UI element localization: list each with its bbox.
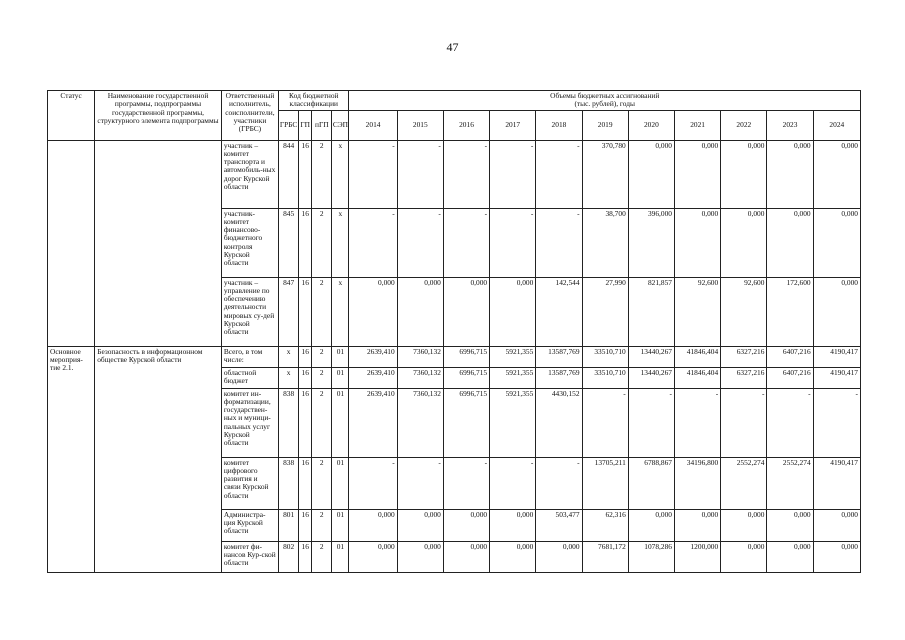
code-cell: 16 <box>299 367 312 388</box>
header-year: 2021 <box>674 110 720 140</box>
code-cell: 16 <box>299 346 312 367</box>
value-cell: 0,000 <box>721 140 767 208</box>
executor-cell: комитет цифрового развития и связи Курской области <box>221 457 278 509</box>
value-cell: 33510,710 <box>582 346 628 367</box>
value-cell: 6327,216 <box>721 367 767 388</box>
header-year: 2022 <box>721 110 767 140</box>
value-cell: 0,000 <box>813 208 860 277</box>
value-cell: 0,000 <box>767 509 813 541</box>
value-cell: 1200,000 <box>674 541 720 572</box>
value-cell: 142,544 <box>536 277 582 346</box>
value-cell: 0,000 <box>813 277 860 346</box>
code-cell: 845 <box>279 208 299 277</box>
name-cell: Безопасность в информационном обществе Курской области <box>95 346 222 572</box>
value-cell: 2639,410 <box>349 346 397 367</box>
value-cell: 0,000 <box>674 208 720 277</box>
executor-cell: участник-комитет финансово-бюджетного контроля Курской области <box>221 208 278 277</box>
value-cell: 2639,410 <box>349 388 397 457</box>
value-cell: 5921,355 <box>490 367 536 388</box>
value-cell: - <box>536 140 582 208</box>
value-cell: 7681,172 <box>582 541 628 572</box>
value-cell: 0,000 <box>443 277 489 346</box>
value-cell: - <box>490 457 536 509</box>
value-cell: 27,990 <box>582 277 628 346</box>
value-cell: 0,000 <box>349 509 397 541</box>
value-cell: 2552,274 <box>767 457 813 509</box>
value-cell: - <box>443 457 489 509</box>
code-cell: 16 <box>299 388 312 457</box>
header-year: 2023 <box>767 110 813 140</box>
header-year: 2014 <box>349 110 397 140</box>
value-cell: 0,000 <box>813 541 860 572</box>
code-cell: 01 <box>332 346 349 367</box>
executor-cell: Всего, в том числе: <box>221 346 278 367</box>
header-name: Наименование государственной программы, подпрограммы государственной программы, структурного элемента подпрограммы <box>95 91 222 141</box>
header-code-grbs: ГРБС <box>279 110 299 140</box>
value-cell: 7360,132 <box>397 346 443 367</box>
value-cell: 13587,769 <box>536 346 582 367</box>
table-row <box>48 140 861 208</box>
value-cell: - <box>628 388 674 457</box>
value-cell: 0,000 <box>490 541 536 572</box>
value-cell: 5921,355 <box>490 346 536 367</box>
value-cell: 0,000 <box>628 509 674 541</box>
executor-cell: областной бюджет <box>221 367 278 388</box>
status-cell <box>48 140 95 346</box>
value-cell: 0,000 <box>397 509 443 541</box>
header-year: 2016 <box>443 110 489 140</box>
value-cell: 821,857 <box>628 277 674 346</box>
value-cell: 34196,800 <box>674 457 720 509</box>
value-cell: 13440,267 <box>628 346 674 367</box>
value-cell: 62,316 <box>582 509 628 541</box>
header-year: 2019 <box>582 110 628 140</box>
table-row <box>48 346 861 367</box>
code-cell: 01 <box>332 541 349 572</box>
value-cell: 0,000 <box>536 541 582 572</box>
value-cell: 0,000 <box>813 509 860 541</box>
value-cell: 6788,867 <box>628 457 674 509</box>
code-cell: 2 <box>312 388 332 457</box>
value-cell: 0,000 <box>397 277 443 346</box>
value-cell: 0,000 <box>767 541 813 572</box>
executor-cell: Администра-ция Курской области <box>221 509 278 541</box>
value-cell: 41846,404 <box>674 346 720 367</box>
code-cell: 2 <box>312 208 332 277</box>
header-code-gp: ГП <box>299 110 312 140</box>
value-cell: 0,000 <box>721 541 767 572</box>
header-volumes-line1: Объемы бюджетных ассигнований <box>550 91 660 100</box>
value-cell: 4430,152 <box>536 388 582 457</box>
status-cell: Основное мероприя-тие 2.1. <box>48 346 95 572</box>
value-cell: 13440,267 <box>628 367 674 388</box>
value-cell: 370,780 <box>582 140 628 208</box>
name-cell <box>95 140 222 346</box>
value-cell: 2552,274 <box>721 457 767 509</box>
value-cell: 4190,417 <box>813 367 860 388</box>
code-cell: х <box>279 367 299 388</box>
page-number: 47 <box>446 40 459 54</box>
value-cell: - <box>721 388 767 457</box>
value-cell: 0,000 <box>674 509 720 541</box>
code-cell: х <box>332 277 349 346</box>
value-cell: 0,000 <box>349 541 397 572</box>
code-cell: 838 <box>279 388 299 457</box>
value-cell: 0,000 <box>443 509 489 541</box>
code-cell: 801 <box>279 509 299 541</box>
code-cell: 01 <box>332 367 349 388</box>
code-cell: 2 <box>312 346 332 367</box>
value-cell: 503,477 <box>536 509 582 541</box>
value-cell: 2639,410 <box>349 367 397 388</box>
header-year: 2020 <box>628 110 674 140</box>
value-cell: - <box>397 140 443 208</box>
code-cell: 847 <box>279 277 299 346</box>
value-cell: 5921,355 <box>490 388 536 457</box>
value-cell: 92,600 <box>721 277 767 346</box>
executor-cell: комитет фи-нансов Кур-ской области <box>221 541 278 572</box>
value-cell: - <box>349 208 397 277</box>
header-year: 2024 <box>813 110 860 140</box>
header-volumes-line2: (тыс. рублей), годы <box>574 99 635 109</box>
code-cell: 16 <box>299 541 312 572</box>
value-cell: 4190,417 <box>813 457 860 509</box>
code-cell: 01 <box>332 457 349 509</box>
value-cell: - <box>767 388 813 457</box>
value-cell: 0,000 <box>443 541 489 572</box>
value-cell: 0,000 <box>767 140 813 208</box>
header-year: 2017 <box>490 110 536 140</box>
header-year: 2015 <box>397 110 443 140</box>
code-cell: 2 <box>312 541 332 572</box>
value-cell: 6996,715 <box>443 346 489 367</box>
code-cell: 802 <box>279 541 299 572</box>
code-cell: 01 <box>332 388 349 457</box>
value-cell: - <box>536 208 582 277</box>
value-cell: 38,700 <box>582 208 628 277</box>
value-cell: 0,000 <box>349 277 397 346</box>
value-cell: - <box>536 457 582 509</box>
value-cell: 0,000 <box>490 509 536 541</box>
value-cell: 0,000 <box>628 140 674 208</box>
value-cell: 7360,132 <box>397 367 443 388</box>
value-cell: 1078,286 <box>628 541 674 572</box>
value-cell: 0,000 <box>767 208 813 277</box>
value-cell: 6327,216 <box>721 346 767 367</box>
value-cell: 0,000 <box>721 509 767 541</box>
header-volumes <box>349 91 861 111</box>
code-cell: 2 <box>312 367 332 388</box>
code-cell: 844 <box>279 140 299 208</box>
value-cell: - <box>397 457 443 509</box>
value-cell: 6996,715 <box>443 367 489 388</box>
value-cell: - <box>490 208 536 277</box>
code-cell: 01 <box>332 509 349 541</box>
header-code-group: Код бюджетной классификации <box>279 91 349 111</box>
header-year: 2018 <box>536 110 582 140</box>
value-cell: 41846,404 <box>674 367 720 388</box>
value-cell: 13705,211 <box>582 457 628 509</box>
value-cell: 6407,216 <box>767 346 813 367</box>
value-cell: - <box>813 388 860 457</box>
header-executor: Ответственный исполнитель, соисполнители, участники (ГРБС) <box>221 91 278 141</box>
value-cell: - <box>349 140 397 208</box>
header-code-sep: СЭП <box>332 110 349 140</box>
value-cell: - <box>674 388 720 457</box>
value-cell: 4190,417 <box>813 346 860 367</box>
value-cell: 0,000 <box>490 277 536 346</box>
value-cell: 33510,710 <box>582 367 628 388</box>
budget-table <box>47 90 861 573</box>
value-cell: 0,000 <box>397 541 443 572</box>
value-cell: 396,000 <box>628 208 674 277</box>
value-cell: 172,600 <box>767 277 813 346</box>
value-cell: 6996,715 <box>443 388 489 457</box>
value-cell: 0,000 <box>674 140 720 208</box>
value-cell: 6407,216 <box>767 367 813 388</box>
code-cell: 2 <box>312 140 332 208</box>
code-cell: 2 <box>312 457 332 509</box>
code-cell: 16 <box>299 509 312 541</box>
code-cell: х <box>332 140 349 208</box>
code-cell: 16 <box>299 140 312 208</box>
code-cell: 2 <box>312 509 332 541</box>
executor-cell: участник – управление по обеспечению деятельности мировых су-дей Курской области <box>221 277 278 346</box>
value-cell: - <box>490 140 536 208</box>
code-cell: 16 <box>299 277 312 346</box>
code-cell: х <box>279 346 299 367</box>
code-cell: 2 <box>312 277 332 346</box>
value-cell: - <box>349 457 397 509</box>
value-cell: - <box>443 208 489 277</box>
value-cell: 0,000 <box>813 140 860 208</box>
executor-cell: участник – комитет транспорта и автомобиль-ных дорог Курской области <box>221 140 278 208</box>
header-status: Статус <box>48 91 95 141</box>
header-code-pgp: пГП <box>312 110 332 140</box>
code-cell: х <box>332 208 349 277</box>
code-cell: 16 <box>299 208 312 277</box>
value-cell: - <box>443 140 489 208</box>
value-cell: 13587,769 <box>536 367 582 388</box>
executor-cell: комитет ин-форматизации, государствен-ных и муници-пальных услуг Курской области <box>221 388 278 457</box>
value-cell: 7360,132 <box>397 388 443 457</box>
value-cell: - <box>397 208 443 277</box>
code-cell: 838 <box>279 457 299 509</box>
value-cell: 0,000 <box>721 208 767 277</box>
header-row-1 <box>48 91 861 111</box>
value-cell: 92,600 <box>674 277 720 346</box>
code-cell: 16 <box>299 457 312 509</box>
value-cell: - <box>582 388 628 457</box>
